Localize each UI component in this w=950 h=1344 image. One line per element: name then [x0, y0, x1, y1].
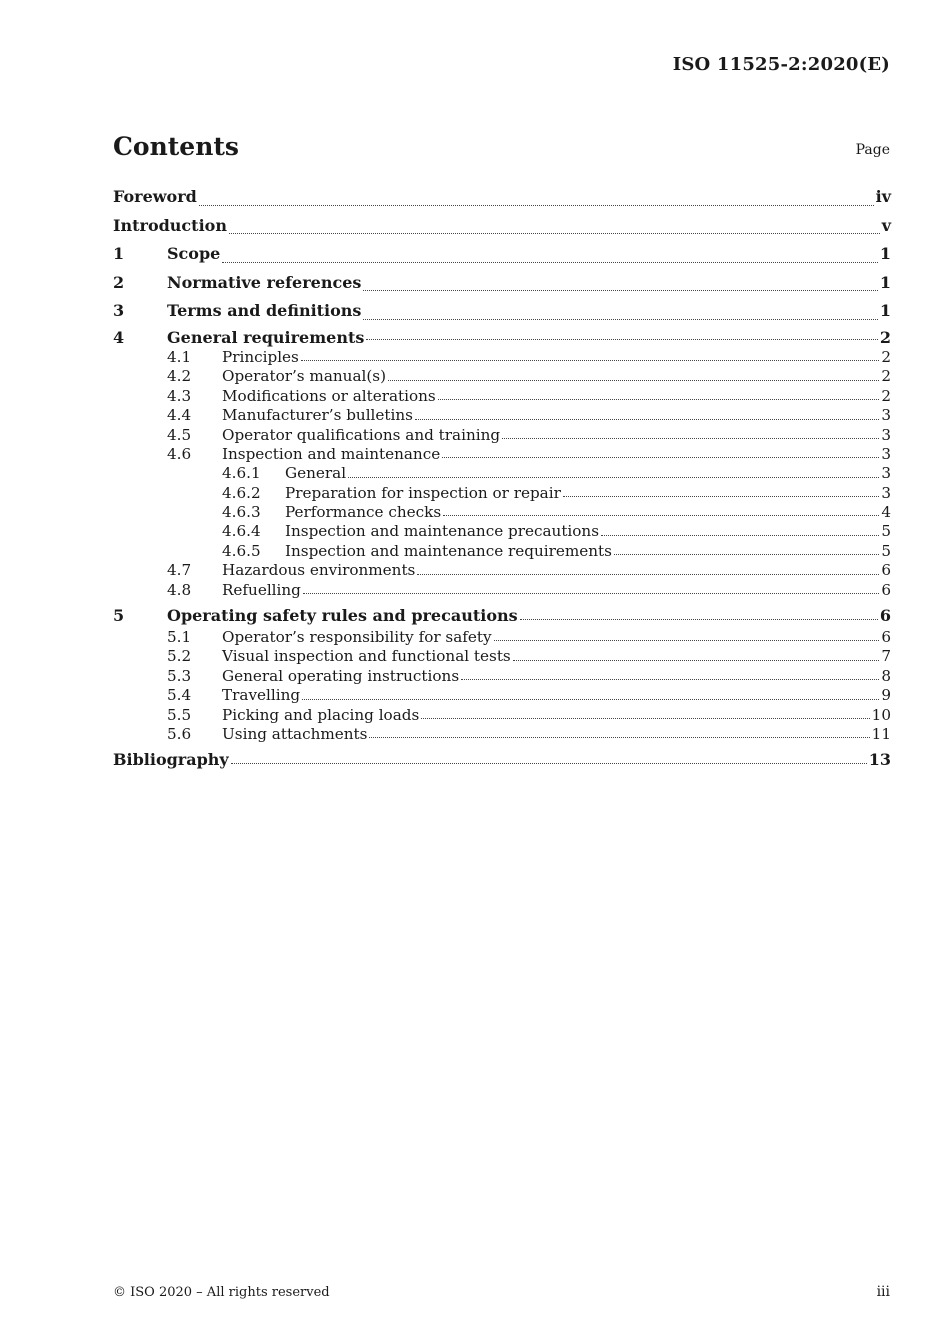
- toc-number: 5.2: [167, 647, 192, 666]
- toc-title: Picking and placing loads: [222, 705, 420, 724]
- toc-title: Operator qualifications and training: [222, 425, 501, 444]
- toc-title: General requirements: [167, 327, 365, 347]
- toc-entry-4-5[interactable]: [113, 426, 891, 445]
- dot-leader: [443, 514, 879, 516]
- toc-title: Refuelling: [222, 580, 301, 599]
- contents-heading: Contents: [113, 132, 240, 161]
- dot-leader: [563, 495, 879, 497]
- toc-page: 1: [879, 301, 891, 321]
- toc-entry-4-6[interactable]: [113, 445, 891, 464]
- toc-entry-1[interactable]: [113, 242, 891, 271]
- toc-title: Travelling: [222, 686, 301, 705]
- toc-title: Modifications or alterations: [222, 386, 436, 405]
- toc-number: 5.3: [167, 666, 192, 685]
- toc-number: 4: [113, 327, 125, 347]
- toc-page: 3: [881, 483, 891, 502]
- toc-title: Using attachments: [222, 725, 368, 743]
- toc-entry-5-1[interactable]: [113, 628, 891, 647]
- toc-entry-3[interactable]: [113, 299, 891, 328]
- toc-title: General operating instructions: [222, 666, 460, 685]
- dot-leader: [222, 261, 878, 263]
- toc-title: General: [285, 464, 347, 483]
- table-of-contents: [113, 185, 891, 772]
- toc-number: 4.2: [167, 367, 192, 386]
- toc-page: 10: [871, 705, 891, 724]
- copyright-notice: © ISO 2020 – All rights reserved: [113, 1285, 330, 1300]
- toc-page: 2: [881, 347, 891, 366]
- toc-entry-4-6-1[interactable]: [113, 464, 891, 483]
- toc-page: 6: [881, 580, 891, 599]
- toc-title: Hazardous environments: [222, 561, 416, 580]
- toc-page: 1: [879, 244, 891, 264]
- toc-entry-bibliography[interactable]: [113, 748, 891, 772]
- toc-number: 4.7: [167, 561, 192, 580]
- toc-title: Inspection and maintenance precautions: [285, 522, 600, 541]
- toc-number: 5.4: [167, 686, 192, 705]
- toc-number: 4.6.2: [222, 483, 261, 502]
- toc-title: Operator’s responsibility for safety: [222, 628, 492, 647]
- toc-title: Scope: [167, 244, 221, 264]
- toc-title: Principles: [222, 347, 299, 366]
- toc-number: 4.5: [167, 425, 192, 444]
- toc-page: 3: [881, 425, 891, 444]
- toc-entry-5-6[interactable]: [113, 725, 891, 744]
- toc-title: Preparation for inspection or repair: [285, 483, 561, 502]
- toc-title: Introduction: [113, 215, 227, 235]
- dot-leader: [366, 338, 878, 340]
- toc-page: 3: [881, 444, 891, 463]
- toc-number: 2: [113, 272, 125, 292]
- toc-page: 2: [881, 367, 891, 386]
- toc-number: 4.6.5: [222, 541, 261, 560]
- toc-entry-4-3[interactable]: [113, 387, 891, 406]
- toc-page: 6: [879, 606, 891, 626]
- dot-leader: [348, 476, 879, 478]
- toc-number: 4.3: [167, 386, 192, 405]
- toc-page: 3: [881, 406, 891, 425]
- dot-leader: [513, 659, 880, 661]
- dot-leader: [442, 456, 879, 458]
- toc-entry-4-6-5[interactable]: [113, 542, 891, 561]
- dot-leader: [421, 717, 869, 719]
- dot-leader: [520, 618, 878, 620]
- toc-page: 8: [881, 666, 891, 685]
- page-number: iii: [876, 1284, 890, 1300]
- toc-page: 2: [879, 327, 891, 347]
- toc-page: 6: [881, 561, 891, 580]
- toc-entry-5-2[interactable]: [113, 647, 891, 666]
- toc-number: 4.6: [167, 444, 192, 463]
- toc-title: Terms and definitions: [167, 301, 362, 321]
- toc-entry-4-2[interactable]: [113, 367, 891, 386]
- toc-page: v: [881, 215, 891, 235]
- dot-leader: [461, 678, 879, 680]
- toc-title: Manufacturer’s bulletins: [222, 406, 413, 425]
- toc-entry-4-7[interactable]: [113, 561, 891, 580]
- toc-number: 4.6.1: [222, 464, 261, 483]
- toc-title: Performance checks: [285, 503, 442, 522]
- toc-title: Operating safety rules and precautions: [167, 606, 518, 626]
- dot-leader: [502, 437, 879, 439]
- toc-entry-4-6-4[interactable]: [113, 522, 891, 541]
- toc-entry-4-6-2[interactable]: [113, 484, 891, 503]
- toc-number: 3: [113, 301, 125, 321]
- toc-number: 5.1: [167, 628, 192, 647]
- toc-entry-4-8[interactable]: [113, 581, 891, 600]
- toc-entry-4-6-3[interactable]: [113, 503, 891, 522]
- dot-leader: [231, 762, 867, 764]
- dot-leader: [494, 639, 880, 641]
- toc-entry-2[interactable]: [113, 271, 891, 300]
- dot-leader: [229, 232, 880, 234]
- page-column-label: Page: [855, 142, 890, 158]
- toc-title: Inspection and maintenance: [222, 444, 441, 463]
- toc-page: iv: [875, 187, 891, 206]
- toc-entry-4-4[interactable]: [113, 406, 891, 425]
- toc-number: 1: [113, 244, 125, 264]
- toc-entry-5[interactable]: [113, 604, 891, 628]
- dot-leader: [417, 573, 879, 575]
- dot-leader: [301, 359, 879, 361]
- toc-page: 13: [868, 750, 891, 770]
- dot-leader: [369, 736, 869, 738]
- toc-entry-4[interactable]: [113, 328, 891, 348]
- toc-number: 5: [113, 606, 125, 626]
- toc-title: Inspection and maintenance requirements: [285, 541, 612, 560]
- toc-page: 6: [881, 628, 891, 647]
- toc-entry-4-1[interactable]: [113, 348, 891, 367]
- toc-number: 4.6.3: [222, 503, 261, 522]
- toc-number: 4.8: [167, 580, 192, 599]
- toc-entry-5-4[interactable]: [113, 686, 891, 705]
- toc-number: 4.1: [167, 347, 192, 366]
- toc-page: 4: [881, 503, 891, 522]
- toc-page: 5: [881, 522, 891, 541]
- dot-leader: [388, 379, 879, 381]
- toc-title: Operator’s manual(s): [222, 367, 387, 386]
- toc-page: 2: [881, 386, 891, 405]
- toc-page: 9: [881, 686, 891, 705]
- toc-number: 4.6.4: [222, 522, 261, 541]
- toc-number: 5.5: [167, 705, 192, 724]
- toc-title: Visual inspection and functional tests: [222, 647, 511, 666]
- dot-leader: [438, 398, 880, 400]
- toc-title: Bibliography: [113, 750, 229, 770]
- toc-entry-5-5[interactable]: [113, 706, 891, 725]
- dot-leader: [302, 698, 879, 700]
- toc-entry-5-3[interactable]: [113, 667, 891, 686]
- toc-title: Normative references: [167, 272, 362, 292]
- dot-leader: [601, 534, 879, 536]
- toc-entry-introduction[interactable]: [113, 214, 891, 243]
- dot-leader: [303, 592, 879, 594]
- toc-title: Foreword: [113, 187, 197, 206]
- toc-entry-foreword[interactable]: [113, 185, 891, 214]
- toc-page: 11: [871, 725, 891, 743]
- toc-page: 1: [879, 272, 891, 292]
- toc-page: 5: [881, 541, 891, 560]
- toc-page: 3: [881, 464, 891, 483]
- dot-leader: [363, 318, 877, 320]
- toc-number: 4.4: [167, 406, 192, 425]
- dot-leader: [614, 553, 879, 555]
- document-code: ISO 11525-2:2020(E): [672, 54, 890, 75]
- dot-leader: [363, 289, 877, 291]
- dot-leader: [415, 418, 879, 420]
- dot-leader: [199, 204, 874, 206]
- toc-number: 5.6: [167, 725, 192, 743]
- toc-page: 7: [881, 647, 891, 666]
